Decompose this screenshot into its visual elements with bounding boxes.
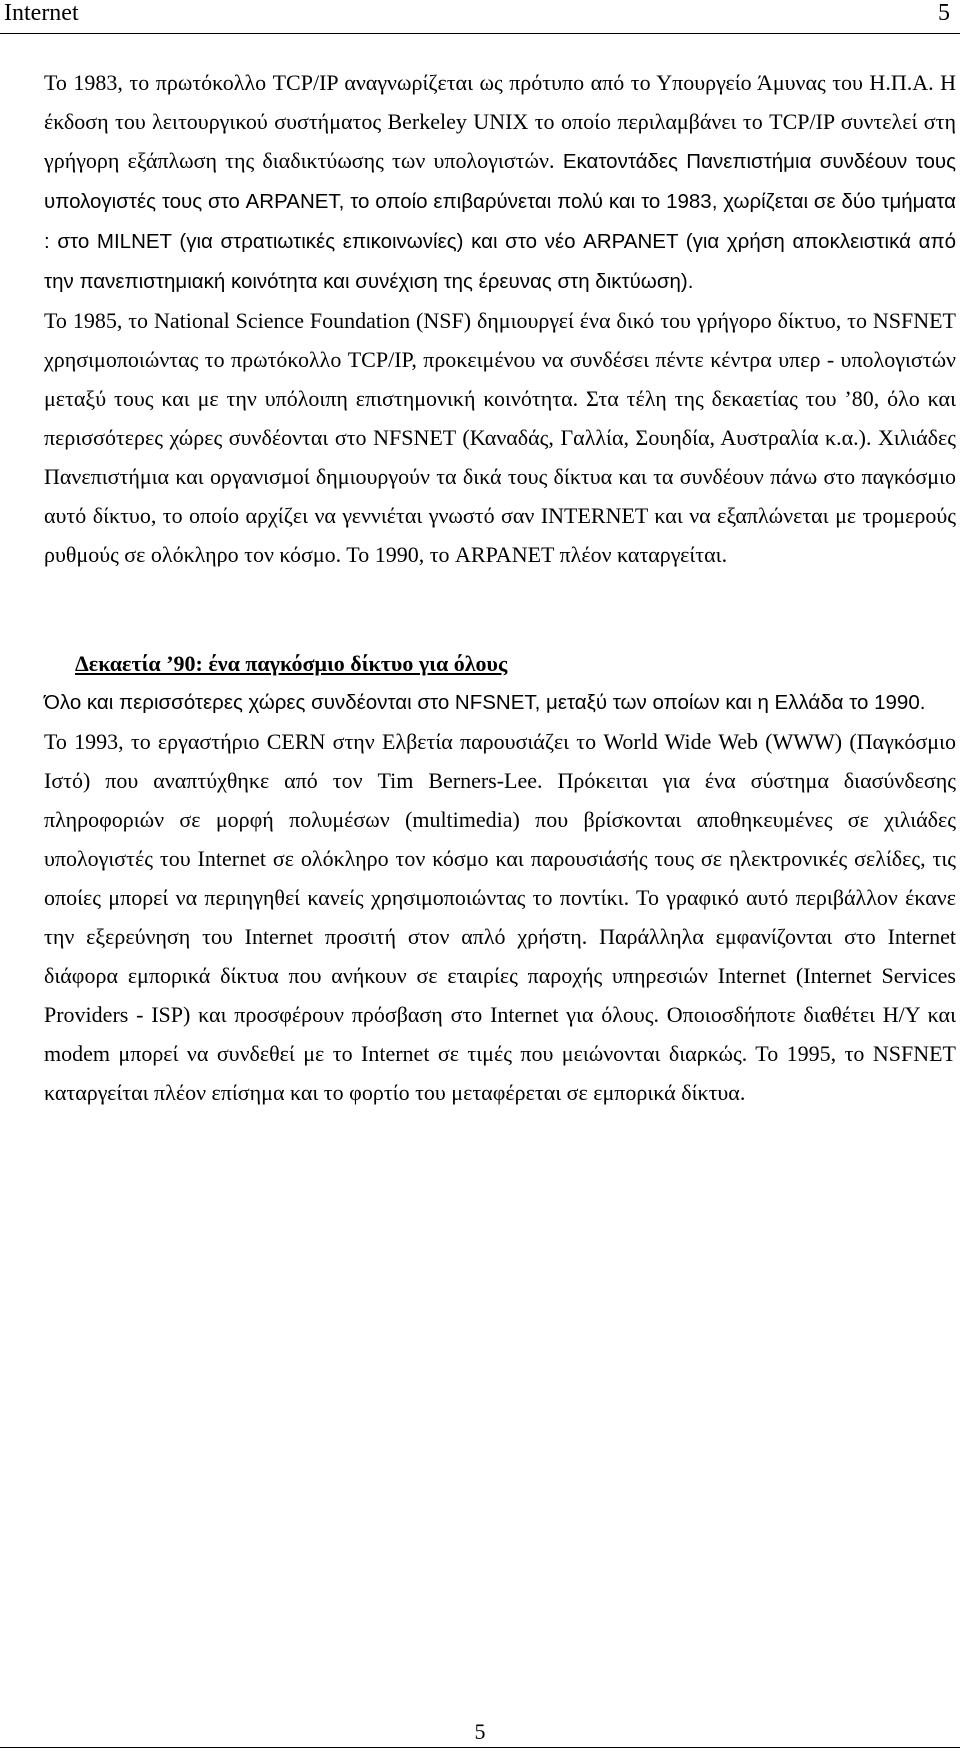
- paragraph-greece: Όλο και περισσότερες χώρες συνδέονται στο NFSNET, μεταξύ των οποίων και η Ελλάδα το 1990.: [44, 691, 926, 714]
- paragraph-tcpip-history: [44, 63, 956, 301]
- paragraph-text-sans: Εκατοντάδες Πανεπιστήμια συνδέουν τους υπολογιστές τους στο ARPANET, το οποίο επιβαρύνεται πολύ και το 1983, χωρίζεται σε δύο τμήματα : στο MILNET (για στρατιωτικές επικοινωνίες) και στο νέο ARPANET (για χρήση αποκλειστικά από την πανεπιστημιακή κοινότητα και συνέχιση της έρευνας στη δικτύωση).: [44, 150, 956, 293]
- paragraph-nsfnet: Το 1985, το National Science Foundation (NSF) δημιουργεί ένα δικό του γρήγορο δίκτυο, το NSFNET χρησιμοποιώντας το πρωτόκολλο TCP/IP, προκειμένου να συνδέσει πέντε κέντρα υπερ - υπολογιστών μεταξύ τους και με την υπόλοιπη επιστημονική κοινότητα. Στα τέλη της δεκαετίας του ’80, όλο και περισσότερες χώρες συνδέονται στο NFSNET (Καναδάς, Γαλλία, Σουηδία, Αυστραλία κ.α.). Χιλιάδες Πανεπιστήμια και οργανισμοί δημιουργούν τα δικά τους δίκτυα και τα συνδέουν πάνω στο παγκόσμιο αυτό δίκτυο, το οποίο αρχίζει να γεννιέται γνωστό σαν INTERNET και να εξαπλώνεται με τρομερούς ρυθμούς σε ολόκληρο τον κόσμο. Το 1990, το ARPANET πλέον καταργείται.: [44, 308, 956, 567]
- page-header: [0, 0, 960, 34]
- header-page-number: 5: [938, 0, 950, 26]
- document-body: [44, 63, 956, 1112]
- footer-page-number: 5: [474, 1719, 486, 1744]
- paragraph-www: Το 1993, το εργαστήριο CERN στην Ελβετία παρουσιάζει το World Wide Web (WWW) (Παγκόσμιο Ιστό) που αναπτύχθηκε από τον Tim Berners-Lee. Πρόκειται για ένα σύστημα διασύνδεσης πληροφοριών σε μορφή πολυμέσων (multimedia) που βρίσκονται αποθηκευμένες σε χιλιάδες υπολογιστές του Internet σε ολόκληρο τον κόσμο και παρουσιάσής τους σε ηλεκτρονικές σελίδες, τις οποίες μπορεί να περιηγηθεί κανείς χρησιμοποιώντας το ποντίκι. Το γραφικό αυτό περιβάλλον έκανε την εξερεύνηση του Internet προσιτή στον απλό χρήστη. Παράλληλα εμφανίζονται στο Internet διάφορα εμπορικά δίκτυα που ανήκουν σε εταιρίες παροχής υπηρεσιών Internet (Internet Services Providers - ISP) και προσφέρουν πρόσβαση στο Internet για όλους. Οποιοσδήποτε διαθέτει Η/Υ και modem μπορεί να συνδεθεί με το Internet σε τιμές που μειώνονται διαρκώς. Το 1995, το NSFNET καταργείται πλέον επίσημα και το φορτίο του μεταφέρεται σε εμπορικά δίκτυα.: [44, 729, 956, 1105]
- footer-divider: [0, 1747, 960, 1748]
- section-heading: Δεκαετία ’90: ένα παγκόσμιο δίκτυο για όλους: [75, 651, 508, 676]
- header-title: Internet: [4, 0, 79, 26]
- paragraph-text: Το 1983, το πρωτόκολλο TCP/IP αναγνωρίζεται ως πρότυπο από το Υπουργείο Άμυνας του Η.Π.Α. Η έκδοση του λειτουργικού συστήματος Berkeley UNIX το οποίο περιλαμβάνει το TCP/IP συντελεί στη γρήγορη εξάπλωση της διαδικτύωσης των υπολογιστών.: [44, 70, 956, 173]
